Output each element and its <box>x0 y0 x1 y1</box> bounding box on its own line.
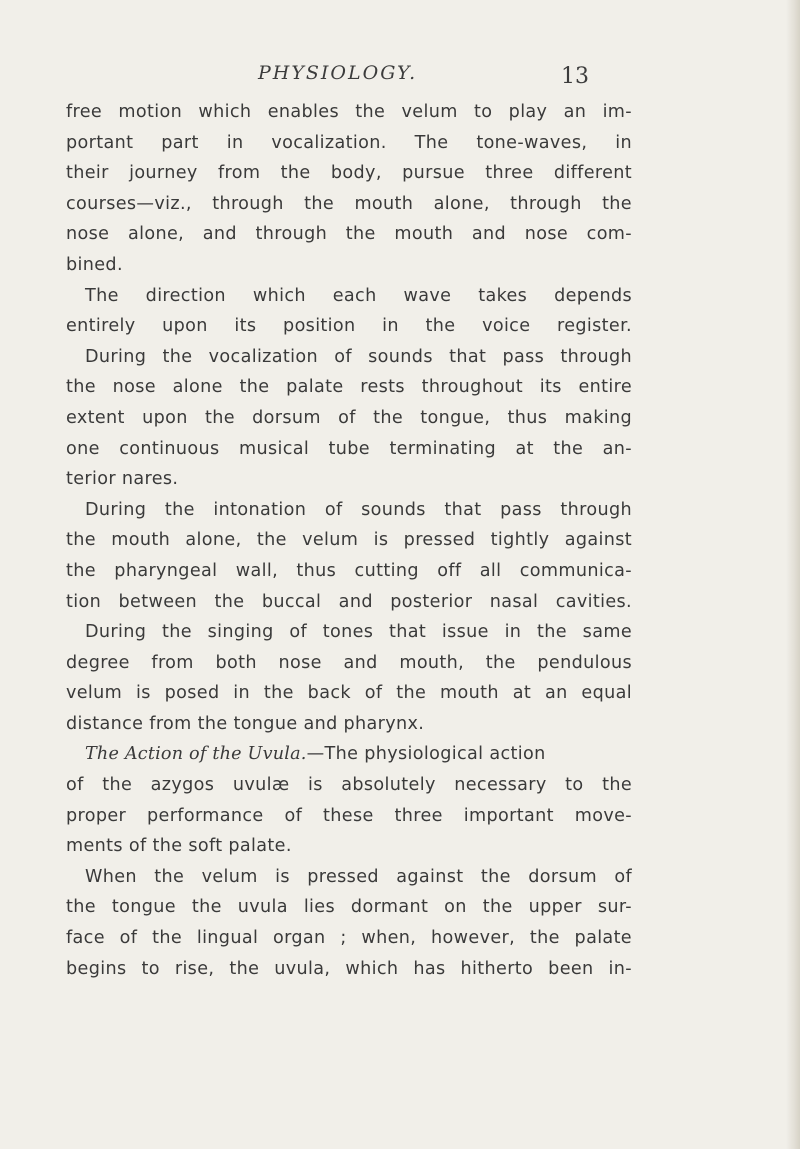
text-line: the pharyngeal wall, thus cutting off all communica- <box>66 560 632 581</box>
text-line: The direction which each wave takes depends <box>85 285 632 306</box>
running-title: PHYSIOLOGY. <box>258 62 418 84</box>
text-line: begins to rise, the uvula, which has hitherto been in- <box>66 958 632 979</box>
text-line: nose alone, and through the mouth and nose com- <box>66 224 632 245</box>
text-line: During the intonation of sounds that pass through <box>85 499 632 520</box>
body-text <box>66 97 632 984</box>
text-line: their journey from the body, pursue three different <box>66 163 632 184</box>
text-line: proper performance of these three important move- <box>66 805 632 826</box>
text-line: During the vocalization of sounds that pass through <box>85 346 632 367</box>
text-line: entirely upon its position in the voice register. <box>66 316 632 337</box>
heading-line-text: —The physiological action <box>306 744 546 765</box>
text-line: distance from the tongue and pharynx. <box>66 713 425 734</box>
text-line: free motion which enables the velum to play an im- <box>66 102 632 122</box>
text-line: the nose alone the palate rests throughout its entire <box>66 377 632 398</box>
text-line: one continuous musical tube terminating at the an- <box>66 438 632 459</box>
text-line: courses—viz., through the mouth alone, through the <box>66 193 632 214</box>
text-line: During the singing of tones that issue in the same <box>85 622 632 643</box>
text-line: degree from both nose and mouth, the pendulous <box>66 652 632 673</box>
uvula-heading-line <box>66 739 632 770</box>
text-line: terior nares. <box>66 469 179 490</box>
text-line: extent upon the dorsum of the tongue, thus making <box>66 407 632 428</box>
text-line: the tongue the uvula lies dormant on the upper sur- <box>66 897 632 918</box>
page-number: 13 <box>561 64 589 89</box>
running-head <box>0 58 800 94</box>
text-line: the mouth alone, the velum is pressed tightly against <box>66 530 632 551</box>
page-edge-shadow <box>786 0 800 1149</box>
text-line: ments of the soft palate. <box>66 836 292 857</box>
text-line: of the azygos uvulæ is absolutely necessary to the <box>66 775 632 796</box>
text-line: portant part in vocalization. The tone-waves, in <box>66 132 632 153</box>
text-line: bined. <box>66 254 123 275</box>
text-line: tion between the buccal and posterior nasal cavities. <box>66 591 632 612</box>
text-line: face of the lingual organ ; when, however, the palate <box>66 928 632 949</box>
text-line: velum is posed in the back of the mouth at an equal <box>66 683 632 704</box>
section-heading-uvula: The Action of the Uvula. <box>85 744 307 765</box>
text-line: When the velum is pressed against the dorsum of <box>85 866 632 887</box>
